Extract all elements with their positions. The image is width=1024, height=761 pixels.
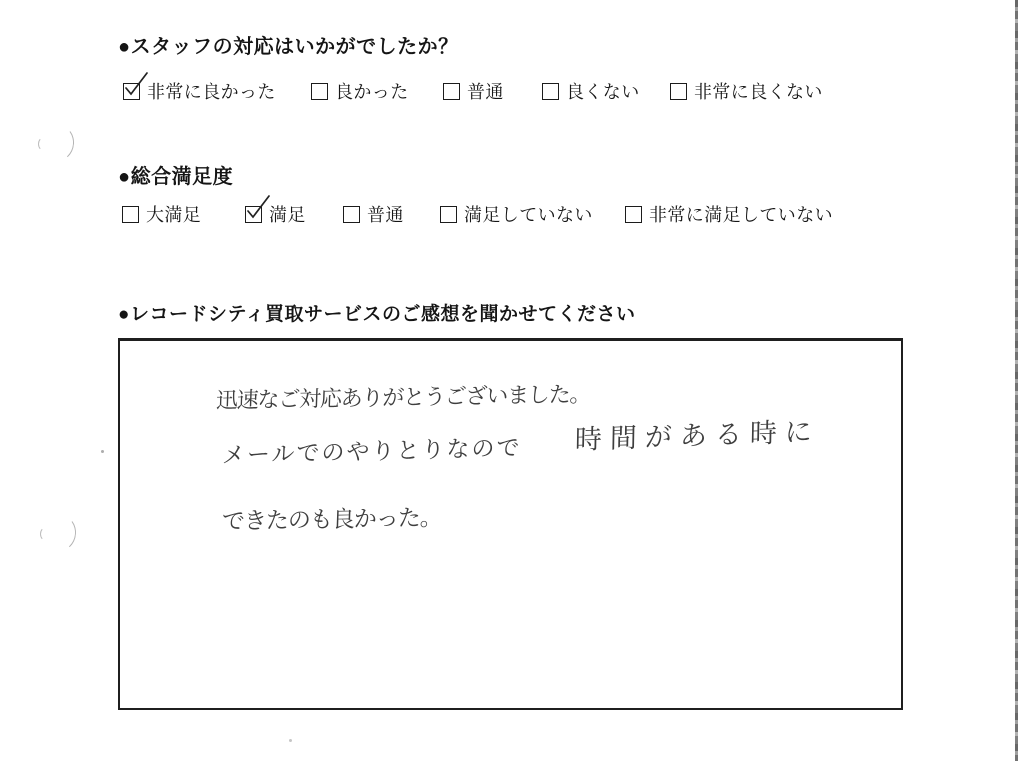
option-label: 非常に良くない	[694, 82, 823, 102]
option-label: 大満足	[146, 205, 202, 225]
option-normal	[443, 81, 504, 101]
checkbox-very-good[interactable]	[123, 83, 140, 100]
checkbox-very-satisfied[interactable]	[122, 206, 139, 223]
option-label: 良かった	[335, 82, 409, 102]
option-very-bad	[670, 81, 823, 101]
handwritten-line-1: 迅速なご対応ありがとうございました。	[215, 382, 591, 415]
punch-hole-mark-top	[38, 124, 76, 162]
checkbox-bad[interactable]	[542, 83, 559, 100]
checkmark-icon	[122, 72, 149, 99]
option-very-good	[123, 81, 276, 101]
checkbox-good[interactable]	[311, 83, 328, 100]
scan-edge-artifact	[1015, 0, 1018, 761]
checkbox-very-bad[interactable]	[670, 83, 687, 100]
option-good	[311, 81, 409, 101]
question-staff-heading: ●スタッフの対応はいかがでしたか？	[118, 36, 459, 58]
option-label: 普通	[367, 205, 404, 225]
comment-section-heading: ●レコードシティ買取サービスのご感想を聞かせてください	[118, 304, 636, 325]
checkbox-neutral[interactable]	[343, 206, 360, 223]
option-label: 非常に満足していない	[649, 205, 833, 225]
option-label: 非常に良かった	[147, 82, 276, 102]
handwritten-line-2b: 時間がある時に	[574, 416, 821, 457]
option-label: 普通	[467, 82, 504, 102]
scan-speck	[289, 739, 292, 742]
option-neutral	[343, 204, 404, 224]
question-satisfaction-heading: ●総合満足度	[118, 166, 234, 188]
checkbox-normal[interactable]	[443, 83, 460, 100]
checkbox-very-not-satisfied[interactable]	[625, 206, 642, 223]
handwritten-line-3: できたのも良かった。	[221, 505, 443, 536]
option-label: 良くない	[566, 82, 640, 102]
checkbox-satisfied[interactable]	[245, 206, 262, 223]
option-very-satisfied	[122, 204, 201, 224]
checkbox-not-satisfied[interactable]	[440, 206, 457, 223]
punch-hole-mark-bottom	[40, 514, 78, 552]
option-not-satisfied	[440, 204, 593, 224]
checkmark-icon	[244, 195, 271, 222]
scan-speck	[101, 450, 104, 453]
option-label: 満足していない	[464, 205, 593, 225]
option-bad	[542, 81, 640, 101]
option-satisfied	[245, 204, 306, 224]
handwritten-line-2a: メールでのやりとりなので	[221, 435, 522, 470]
option-label: 満足	[269, 205, 306, 225]
option-very-not-satisfied	[625, 204, 833, 224]
